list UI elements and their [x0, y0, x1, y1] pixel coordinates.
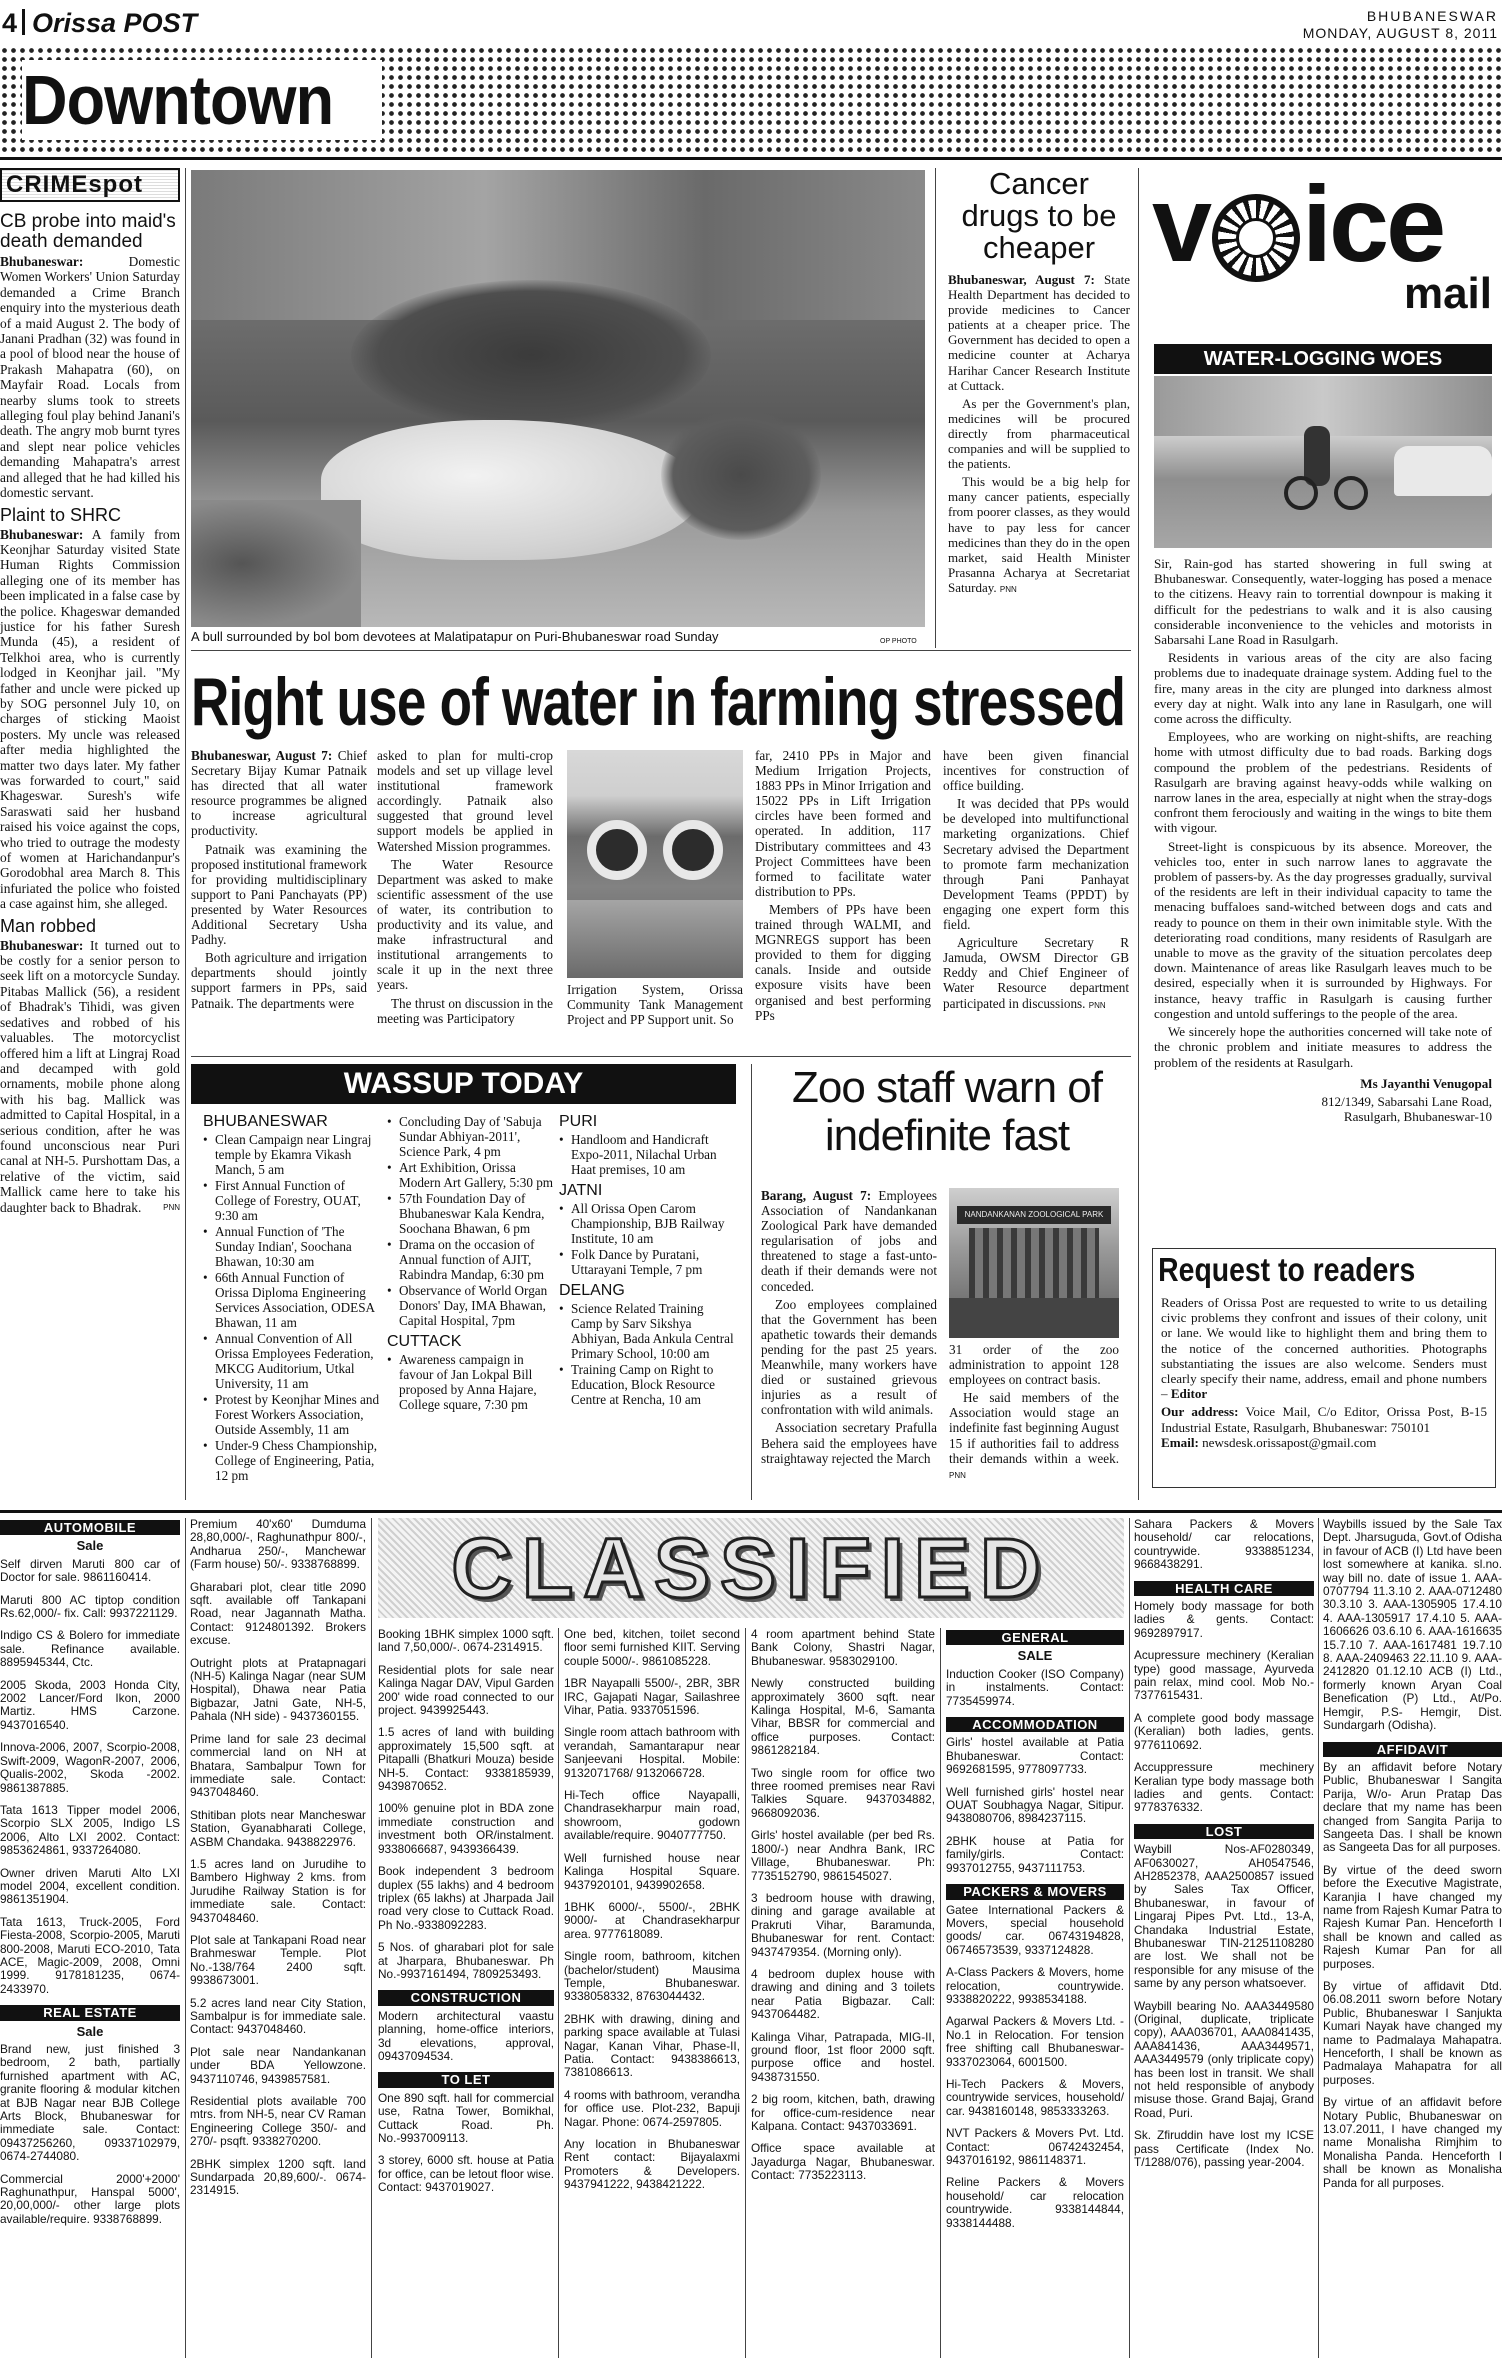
- cancer-story: [948, 168, 1130, 648]
- classified-ad: Waybill bearing No. AAA3449580 (Original, duplicate, triplicate copy), AAA036701, AAA0841435, AAA841436, AAA3449571, AAA3449579 (only triplicate copy) has been lost in transit. We shall not held responsible of anybody misuse those. Grand Bajaj, Grand Road, Puri.: [1134, 1998, 1314, 2120]
- crime-column: [0, 168, 180, 1500]
- classified-ad: Sk. Zfiruddin have lost my ICSE pass Certificate (Index No. T/1288/076), passing year-2004.: [1134, 2128, 1314, 2170]
- classified-ad: Maruti 800 AC tiptop condition Rs.62,000/- fix. Call: 9937221129.: [0, 1592, 180, 1621]
- heading-real-estate: REAL ESTATE: [0, 2005, 180, 2020]
- wassup-heading-jatni: JATNI: [559, 1182, 603, 1199]
- water-para: The Water Resource Department was asked to make scientific assessment of the use of water, its contribution to productivity and its value, and make infrastructural and institutional arrangements to scale it up in the next three years.: [377, 856, 553, 993]
- heading-sale: SALE: [1017, 1648, 1053, 1664]
- bull-shape: [321, 420, 701, 560]
- classified-ad: Office space available at Jayadurga Nagar, Bhubaneswar. Contact: 7735223113.: [751, 2141, 935, 2183]
- event-item: • First Annual Function of College of Forestry, OUAT, 9:30 am: [203, 1178, 381, 1223]
- zoo-credit: PNN: [949, 1470, 966, 1480]
- classified-ad: Induction Cooker (ISO Company) in instalments. Contact: 7735459974.: [946, 1666, 1124, 1708]
- crime-headline-3: Man robbed: [0, 915, 97, 936]
- event-item: • Clean Campaign near Lingraj temple by Ekamra Vikash Manch, 5 am: [203, 1132, 381, 1177]
- classified-ad: 2BHK house at Patia for family/girls. Contact: 9937012755, 9437111753.: [946, 1833, 1124, 1875]
- classified-ad: Gatee International Packers & Movers, special household goods/ car. 06743194828, 06746573539, 9337124828.: [946, 1902, 1124, 1957]
- crime-headline-2: Plaint to SHRC: [0, 504, 122, 525]
- water-para: have been given financial incentives for construction of office building.: [943, 748, 1129, 794]
- header-divider: [22, 9, 25, 35]
- classified-ad: Book independent 3 bedroom duplex (55 lakhs) and 4 bedroom triplex (65 lakhs) at Jharpada Jail road very close to Cuttack Road. Ph No.-9338092283.: [378, 1864, 554, 1932]
- classified-ad: Commercial 2000'+2000' Raghunathpur, Hanspal 5000', 20,00,000/- other large plots available/require. 9338768899.: [0, 2171, 180, 2226]
- classified-ad: Gharabari plot, clear title 2090 sqft. available off Tankapani Road, near Jagannath Matha. Contact: 9124801392. Brokers excuse.: [190, 1579, 366, 1648]
- request-title: Request to readers: [1158, 1251, 1416, 1288]
- classified-ad: 1.5 acres land on Jurudihe to Bambero Highway 2 kms. from Jurudihe Railway Station is for immediate sale. Contact: 9437048460.: [190, 1856, 366, 1925]
- col-rule: [1138, 168, 1139, 1500]
- classified-col-3: [378, 1628, 554, 2358]
- col-rule: [745, 1628, 746, 2358]
- voice-mail-box: [1144, 168, 1502, 1500]
- event-item: • Annual Convention of All Orissa Employees Federation, MKCG Auditorium, Utkal University, 11 am: [203, 1331, 381, 1391]
- heading-health-care: HEALTH CARE: [1134, 1581, 1314, 1596]
- heading-general: GENERAL: [946, 1630, 1124, 1645]
- voice-letter-address-1: 812/1349, Sabarsahi Lane Road,: [1321, 1093, 1492, 1109]
- classified-ad: 3 storey, 6000 sft. house at Patia for office, can be letout floor wise. Contact: 9437019027.: [378, 2153, 554, 2195]
- classified-ad: Brand new, just finished 3 bedroom, 2 bath, partially furnished apartment with AC, granite flooring & modular kitchen at BJB Nagar near BJB College Arts Block, Bhubaneswar for immediate sale. Contact: 09437256260, 09337102979, 0674-2744080.: [0, 2042, 180, 2164]
- classified-col-7: [1134, 1518, 1314, 2358]
- crime-dateline-3: Bhubaneswar:: [0, 937, 84, 953]
- water-col-4: [755, 748, 931, 1038]
- classified-ad: A complete good body massage (Keralian) both ladies, gents. 9776110692.: [1134, 1710, 1314, 1752]
- bull-photo-credit: OP PHOTO: [880, 638, 917, 645]
- classified-ad: Hi-Tech Packers & Movers, countrywide services, household/ car. 9438160148, 9853333263.: [946, 2076, 1124, 2118]
- zoo-gate-photo: [949, 1188, 1119, 1338]
- crime-credit: PNN: [163, 1202, 180, 1212]
- classified-ad: By virtue of an affidavit before Notary Public, Bhubaneswar on 13.07.2011, I have changed my name Monalisha Rimjhim to Monalisha Panda. Henceforth I shall be known as Monalisha Panda for all purposes.: [1323, 2095, 1502, 2190]
- classified-ad: Any location in Bhubaneswar Rent contact: Bijayalaxmi Promoters & Developers. 9437941222, 9438421222.: [564, 2137, 740, 2192]
- classified-col-2: [190, 1518, 366, 2358]
- page-number: 4: [2, 8, 18, 38]
- heading-affidavit: AFFIDAVIT: [1323, 1742, 1502, 1757]
- event-item: • Awareness campaign in favour of Jan Lokpal Bill proposed by Anna Hajare, College square, 7:30 pm: [387, 1352, 559, 1412]
- water-para: Patnaik was examining the proposed institutional framework for providing multidisciplinary support to Pani Panchayats (PP) presented by Water Resources Additional Secretary Usha Padhy.: [191, 841, 367, 948]
- event-item: • 57th Foundation Day of Bhubaneswar Kala Kendra, Soochana Bhawan, 6 pm: [387, 1191, 559, 1236]
- zoo-para: Zoo employees complained that the Government has been apathetic towards their demands pending for the past 25 years. Meanwhile, many workers have died or sustained grievous injuries as a result of confrontation with wild animals.: [761, 1296, 937, 1418]
- heading-lost: LOST: [1134, 1824, 1314, 1839]
- water-headline: Right use of water in farming stressed: [191, 664, 1126, 740]
- classified-ad: 1.5 acres of land with building approximately 15,500 sqft. at Pitapalli (Bhatkuri Mouza) beside NH-5. Contact: 9338185939, 9439870652.: [378, 1725, 554, 1794]
- classified-col-4: [564, 1628, 740, 2358]
- classified-ad: 2005 Skoda, 2003 Honda City, 2002 Lancer/Ford Ikon, 2000 Martiz. HMS Carzone. 9437016540.: [0, 1677, 180, 1732]
- classified-ad: A-Class Packers & Movers, home relocation, countrywide. 9338820222, 9938534188.: [946, 1965, 1124, 2006]
- classified-ad: Plot sale near Nandankanan under BDA Yellowzone. 9437110746, 9439857581.: [190, 2044, 366, 2086]
- classified-ad: Residential plots available 700 mtrs. from NH-5, near CV Raman Engineering College 350/- and 270/- psqft. 9338270200.: [190, 2094, 366, 2149]
- event-item: • All Orissa Open Carom Championship, BJB Railway Institute, 10 am: [559, 1201, 737, 1246]
- zoo-para: He said members of the Association would stage an indefinite fast beginning August 15 if authorities fail to address their demands within a week.: [949, 1390, 1119, 1466]
- classified-ad: Premium 40'x60' Dumduma 28,80,000/-, Raghunathpur 800/-, Andharua 250/-, Manchewar (Farm house) 50/-. 9338768899.: [190, 1518, 366, 1572]
- classified-ad: Newly constructed building approximately 3600 sqft. near Kalinga Hospital, M-6, Samanta Vihar, BBSR for commercial and office purposes. Contact: 9861282184.: [751, 1676, 935, 1758]
- classified-ad: Plot sale at Tankapani Road near Brahmeswar Temple. Plot No.-138/764 2400 sqft. 9938673001.: [190, 1932, 366, 1988]
- voice-letter-para: Residents in various areas of the city are also facing problems due to inadequate drainage system. Adding fuel to the fire, many areas in the city are plunged into darkness almost every day at night. Walk into any lane in Rasulgarh, one will come across the difficulty.: [1154, 650, 1492, 727]
- canal-photo: [567, 750, 743, 978]
- crime-story-2: A family from Keonjhar Saturday visited State Human Rights Commission alleging one of its member has been implicated in a false case by the police. Khageswar demanded justice for his father Suresh Munda (45), a resident of Telkhoi area, who is currently lodged in Keonjhar jail. "My father and uncle were picked up by SOG personnel July 10, on charges of sticking Maoist posters. My uncle was released after media highlighted the matter two days later. My father was forwarded to court," said Khageswar. Suresh's wife Saraswati said her husband raised his voice against the cops, who tried to outrage the modesty of women at Harichandanpur's Gorodobhal area March 8. This infuriated the police who foisted a case against him, she alleged.: [0, 526, 180, 912]
- classified-banner: [378, 1518, 1124, 1618]
- event-item: • Folk Dance by Puratani, Uttarayani Temple, 7 pm: [559, 1247, 737, 1277]
- event-item: • Handloom and Handicraft Expo-2011, Nilachal Urban Haat premises, 10 am: [559, 1132, 737, 1177]
- col-rule: [185, 1518, 186, 2358]
- event-item: • Art Exhibition, Orissa Modern Art Gallery, 5:30 pm: [387, 1160, 559, 1190]
- crime-dateline-2: Bhubaneswar:: [0, 526, 84, 542]
- rule: [191, 1056, 1131, 1057]
- header-rule: [0, 157, 1502, 160]
- section-title: Downtown: [22, 61, 334, 139]
- classified-ad: 4 rooms with bathroom, verandha for office use. Plot-232, Bapuji Nagar. Phone: 0674-2597805.: [564, 2087, 740, 2129]
- voice-letter-para: Street-light is conspicuous by its absence. Moreover, the vehicles too, enter in such narrow lanes to aggravate the problem of passers-by. As the day progresses gradually, survival of the residents are left in their individual capacity to tame the menacing buffaloes sand-witched between dogs and cats and ready to pounce on them in their own inimitable style. With the deteriorating road conditions, many residents of Rasulgarh are unable to move as the gravity of the situation percolates deep down. Maintenance of areas like Rasulgarh leaves much to be desired, especially when it is surrounded by Highways. For instance, heavy traffic in Rasulgarh is causing further congestion and untold sufferings to the people of the area.: [1154, 838, 1492, 1021]
- water-photo-caption: Irrigation System, Orissa Community Tank Management Project and PP Support unit. So: [567, 982, 743, 1028]
- crime-story-3: It turned out to be costly for a senior person to seek lift on a motorcycle Sunday. Pitabas Mallick (56), a resident of Bhadrak's Tihidi, was given sedatives and robbed of his valuables. The motorcyclist offered him a lift at Lingraj Road and decamped with gold ornaments, mobile phone along with his bag. Mallick was admitted to Capital Hospital, in a serious condition, after he was found unconscious near Puri canal at NH-5. Purshottam Das, a relative of the victim, said Mallick came here to take his daughter back to Bhadrak.: [0, 937, 180, 1215]
- waterlogging-photo: [1154, 376, 1492, 548]
- cancer-dateline: Bhubaneswar, August 7:: [948, 272, 1095, 287]
- classified-ad: 100% genuine plot in BDA zone immediate construction and investment both OR/instalment. 9338066687, 9439366439.: [378, 1801, 554, 1856]
- water-col-1: [191, 748, 367, 1038]
- heading-sale: Sale: [76, 2023, 104, 2039]
- water-para: Members of PPs have been trained through WALMI, and MGNREGS support has been provided to them for digging canals. Inside and outside exposure visits have been organised and best performing PPs: [755, 901, 931, 1023]
- request-para: Readers of Orissa Post are requested to write to us detailing civic problems they confront and issues of their colony, unit or lane. We would like to highlight them and bring them to the notice of the concerned authorities. Photographs substantiating the issues are also welcome. Senders must clearly specify their name, address, email and phone numbers –: [1161, 1295, 1487, 1402]
- heading-packers-movers: PACKERS & MOVERS: [946, 1884, 1124, 1899]
- wassup-box: [191, 1064, 741, 1502]
- crime-dateline-1: Bhubaneswar:: [0, 254, 84, 269]
- classified-ad: One bed, kitchen, toilet second floor semi furnished KIIT. Serving couple 5000/-. 9861085228.: [564, 1628, 740, 1668]
- col-rule: [371, 1518, 372, 2358]
- request-box: [1152, 1248, 1496, 1488]
- water-dateline: Bhubaneswar, August 7:: [191, 748, 333, 763]
- classified-ad: 1BR Nayapalli 5500/-, 2BR, 3BR IRC, Gajapati Nagar, Sailashree Vihar, Patia. 9337051596.: [564, 1676, 740, 1718]
- classified-ad: Indigo CS & Bolero for immediate sale. Refinance available. 8895945344, Ctc.: [0, 1628, 180, 1670]
- classified-ad: Waybill Nos-AF0280349, AF0630027, AH0547546, AH2852378, AAA2500857 issued by Sales Tax Officer, Bhubaneswar, in favour of Lingaraj Pipes Pvt. Ltd., 13-A, Chandaka Industrial Estate, Bhubaneswar TIN-21251108280 are lost. We shall not be responsible for any misuse of the same by any person whatsoever.: [1134, 1842, 1314, 1991]
- cancer-para-2: As per the Government's plan, medicines will be procured directly from pharmaceutical companies and will be supplied to the patients.: [948, 395, 1130, 472]
- voice-letter-para: Employees, who are working on night-shifts, are reaching home with utmost difficulty due to bad roads. Barking dogs compound the problem of the pedestrians. Residents of Rasulgarh are braving against heavy-odds while walking on narrow lanes in the area, especially at night when the stray-dogs confront them ferociously and waiting in the wings to bite them with vigour.: [1154, 729, 1492, 836]
- request-editor: Editor: [1170, 1386, 1208, 1402]
- col-rule: [558, 1628, 559, 2358]
- classified-ad: Agarwal Packers & Movers Ltd. - No.1 in Relocation. For tension free shifting call Bhubaneswar-9337023064, 6001500.: [946, 2014, 1124, 2069]
- water-para: The thrust on discussion in the meeting was Participatory: [377, 995, 553, 1026]
- classified-ad: 3 bedroom house with drawing, dining and garage available at Prakruti Vihar, Baramunda, Bhubaneswar for rent. Contact: 9437479354. (Morning only).: [751, 1890, 935, 1959]
- heading-automobile: AUTOMOBILE: [0, 1520, 180, 1535]
- classified-ad: Sahara Packers & Movers household/ car relocations, countrywide. 9338851234, 9668438291.: [1134, 1518, 1314, 1572]
- classified-ad: 4 bedroom duplex house with drawing and dining and 3 toilets near Patia Bigbazar. Call: 9437064482.: [751, 1966, 935, 2022]
- classified-ad: Innova-2006, 2007, Scorpio-2008, Swift-2009, WagonR-2007, 2006, Qualis-2002, Skoda -2002. 9861387885.: [0, 1740, 180, 1795]
- request-email: newsdesk.orissapost@gmail.com: [1202, 1434, 1377, 1450]
- col-rule: [185, 168, 186, 1500]
- zoo-dateline: Barang, August 7:: [761, 1188, 872, 1203]
- classified-ad: Well furnished house near Kalinga Hospital Square. 9437920101, 9439902658.: [564, 1850, 740, 1892]
- classified-ad: 4 room apartment behind State Bank Colony, Shastri Nagar, Bhubaneswar. 9583029100.: [751, 1628, 935, 1668]
- voice-letter-address-2: Rasulgarh, Bhubaneswar-10: [1343, 1109, 1492, 1125]
- zoo-para: Association secretary Prafulla Behera said the employees have straightaway rejected the March: [761, 1420, 937, 1466]
- heading-construction: CONSTRUCTION: [378, 1990, 554, 2005]
- water-para: Agriculture Secretary R Jamuda, OWSM Director GB Reddy and Chief Engineer of Water Resource department participated in discussions.: [943, 935, 1129, 1011]
- rule: [191, 650, 1131, 651]
- classified-ad: 2 big room, kitchen, bath, drawing for office-cum-residence near Kalpana. Contact: 9437033691.: [751, 2092, 935, 2133]
- water-col-5: [943, 748, 1129, 1038]
- voice-logo-v: v: [1152, 172, 1213, 284]
- classified-ad: Owner driven Maruti Alto LXI model 2004, excellent condition. 9861351904.: [0, 1865, 180, 1907]
- classified-col-1: [0, 1518, 180, 2358]
- classified-col-8: [1323, 1518, 1502, 2358]
- classified-ad: Sthitiban plots near Mancheswar Station, Gyanabharati College, ASBM Chandaka. 9438822976.: [190, 1807, 366, 1849]
- classified-ad: Hi-Tech office Nayapalli, Chandrasekharpur main road, showroom, godown available/require. 9040777750.: [564, 1788, 740, 1843]
- col-rule: [935, 168, 936, 648]
- col-rule: [940, 1628, 941, 2358]
- wassup-heading-cuttack: CUTTACK: [387, 1333, 462, 1350]
- classified-ad: By virtue of affidavit Dtd. 06.08.2011 sworn before Notary Public, Bhubaneswar I Sanjukta Kumari Nayak have changed my name to Padmalaya Mahapatra. Henceforth, I shall be known as Padmalaya Mahapatra for all purposes.: [1323, 1979, 1502, 2087]
- zoo-para: Employees Association of Nandankanan Zoological Park have demanded regularisation of jobs and threatened to stage a fast-unto-death if their demands were not conceded.: [761, 1188, 937, 1294]
- classified-ad: NVT Packers & Movers Pvt. Ltd. Contact: 06742432454, 9437016192, 9861148371.: [946, 2126, 1124, 2167]
- classified-ad: Kalinga Vihar, Patrapada, MIG-II, ground floor, 1st floor 2000 sqft. purpose office and hostel. 9438731550.: [751, 2029, 935, 2084]
- event-item: • Protest by Keonjhar Mines and Forest Workers Association, Outside Assembly, 11 am: [203, 1392, 381, 1437]
- zoo-gate-sign: NANDANKANAN ZOOLOGICAL PARK: [957, 1206, 1111, 1224]
- classified-ad: 2BHK with drawing, dining and parking space available at Tulasi Nagar, Kanan Vihar, Phase-II, Patia. Contact: 9438386613, 7381086613.: [564, 2011, 740, 2080]
- voice-letter-signature: Ms Jayanthi Venugopal: [1360, 1075, 1492, 1091]
- event-item: • Drama on the occasion of Annual function of AJIT, Rabindra Mandap, 6:30 pm: [387, 1237, 559, 1282]
- issue-date: MONDAY, AUGUST 8, 2011: [1302, 25, 1498, 41]
- classified-ad: Acupressure mechinery (Keralian type) good massage, Ayurveda pain relax, mind cool. Mob No.- 7377615431.: [1134, 1648, 1314, 1703]
- event-item: • Training Camp on Right to Education, Block Resource Centre at Rencha, 10 am: [559, 1362, 737, 1407]
- water-para: Both agriculture and irrigation departments should jointly support farmers in PPs, said Patnaik. The departments were: [191, 950, 367, 1011]
- voice-mail-logo: [1152, 172, 1498, 332]
- wassup-heading-bbsr: BHUBANESWAR: [203, 1114, 328, 1130]
- crime-spot-logo: CRIMEspot: [0, 168, 180, 202]
- classified-ad: Tata 1613, Truck-2005, Ford Fiesta-2008, Scorpio-2005, Maruti 800-2008, Maruti ECO-2010, Tata ACE, Magic-2009, 2008, Omni 1999. 9178181235, 0674-2433970.: [0, 1914, 180, 1996]
- zoo-para: 31 order of the zoo administration to appoint 128 employees on contract basis.: [949, 1342, 1119, 1388]
- classified-ad: Outright plots at Pratapnagari (NH-5) Kalinga Nagar (near SUM Hospital), Dhawa near Patia Bigbazar, Jatni Gate, NH-5, Pahala (NH side) - 9437360155.: [190, 1655, 366, 1724]
- classified-ad: Girls' hostel available at Patia Bhubaneswar. Contact: 9692681595, 9778097733.: [946, 1735, 1124, 1777]
- water-credit: PNN: [1088, 1000, 1106, 1010]
- wassup-title: WASSUP TODAY: [191, 1064, 736, 1104]
- paper-name: Orissa POST: [32, 8, 198, 38]
- voice-logo-mail: mail: [1403, 269, 1492, 318]
- wassup-heading-puri: PURI: [559, 1114, 598, 1130]
- section-title-box: [22, 60, 382, 140]
- classified-ad: By virtue of the deed sworn before the Executive Magistrate, Karanjia I have changed my name from Rajesh Kumar Patra to Rajesh Kumar Pan. Henceforth I shall be known and called as Rajesh Kumar Pan for all purposes.: [1323, 1862, 1502, 1971]
- water-col-2: [377, 748, 553, 1038]
- classified-ad: 5.2 acres land near City Station, Sambalpur is for immediate sale. Contact: 9437048460.: [190, 1995, 366, 2037]
- voice-mail-title: WATER-LOGGING WOES: [1154, 344, 1492, 374]
- request-address-label: Our address:: [1161, 1404, 1239, 1420]
- water-para: asked to plan for multi-crop models and set up village level institutional framework accordingly. Patnaik also suggested that ground level support models be applied in Watershed Mission programmes.: [377, 748, 553, 854]
- heading-to-let: TO LET: [378, 2072, 554, 2087]
- classified-rule: [0, 1510, 1502, 1513]
- classified-ad: Prime land for sale 23 decimal commercial land on NH at Bhatara, Sambalpur Town for immediate sale. Contact: 9437048460.: [190, 1731, 366, 1800]
- heading-sale: Sale: [76, 1538, 104, 1554]
- bull-photo-caption: A bull surrounded by bol bom devotees at Malatipatapur on Puri-Bhubaneswar road Sunday: [191, 629, 719, 644]
- classified-ad: Well furnished girls' hostel near OUAT Soubhagya Nagar, Sitipur. 9438080706, 8984237115.: [946, 1784, 1124, 1826]
- classified-ad: 2BHK simplex 1200 sqft. land Sundarpada 20,89,600/-. 0674-2314915.: [190, 2156, 366, 2198]
- crime-headline-1: CB probe into maid's death demanded: [0, 211, 176, 252]
- zoo-story: [761, 1064, 1133, 1502]
- water-para: far, 2410 PPs in Major and Medium Irrigation Projects, 1883 PPs in Minor Irrigation and 15022 PPs in Lift Irrigation circles have been formed and operated. In addition, 117 Distributary committees and 43 Project Committees have been formed to facilitate water distribution to PPs.: [755, 748, 931, 899]
- page-header: [0, 0, 1502, 44]
- classified-ad: Accuppressure mechinery Keralian type body massage both ladies and gents. Contact: 9778376332.: [1134, 1760, 1314, 1815]
- classified-ad: Homely body massage for both ladies & gents. Contact: 9692897917.: [1134, 1599, 1314, 1640]
- classified-ad: Single room attach bathroom with verandah, Samantarapur near Sanjeevani Hospital. Mobile: 9132071768/ 9132066728.: [564, 1725, 740, 1780]
- cancer-headline: Cancer drugs to be cheaper: [961, 168, 1117, 265]
- cancer-credit: PNN: [999, 584, 1017, 594]
- voice-letter-para: We sincerely hope the authorities concerned will take note of the chronic problem and initiate measures to address the problem of the residents at Rasulgarh.: [1154, 1024, 1492, 1070]
- city-label: BHUBANESWAR: [1366, 8, 1498, 24]
- classified-ad: Modern architectural vaastu planning, home-office interiors, 3d elevations, approval, 09437094534.: [378, 2008, 554, 2063]
- wassup-list-bbsr-1: [203, 1132, 381, 1483]
- event-item: • Science Related Training Camp by Sarv Sikshya Abhiyan, Bada Ankula Central Primary School, 10:00 am: [559, 1301, 737, 1361]
- voice-letter-para: Sir, Rain-god has started showering in full swing at Bhubaneswar. Consequently, water-logging has posed a menace to the citizens. Heavy rain to torrential downpour is making it difficult for the pedestrians to walk and it is also causing considerable inconvenience to the vehicles and motorists in Sabarsahi Lane Road in Rasulgarh.: [1154, 556, 1492, 648]
- classified-ad: 1BHK 6000/-, 5500/-, 2BHK 9000/- at Chandrasekharpur area. 9777618089.: [564, 1899, 740, 1941]
- classified-ad: Residential plots for sale near Kalinga Nagar DAV, Vipul Garden 200' wide road connected to our project. 9439925443.: [378, 1662, 554, 1718]
- classified-col-5: [751, 1628, 935, 2358]
- classified-banner-title: CLASSIFIED: [451, 1521, 1051, 1615]
- classified-ad: One 890 sqft. hall for commercial use, Ratna Tower, Bomikhal, Cuttack Road. Ph. No.-9937009113.: [378, 2090, 554, 2145]
- classified-ad: Reline Packers & Movers household/ car relocation countrywide. 9338144844, 9338144488.: [946, 2175, 1124, 2230]
- request-email-label: Email:: [1161, 1434, 1199, 1450]
- classified-ad: Self dirven Maruti 800 car of Doctor for sale. 9861160414.: [0, 1556, 180, 1585]
- water-headline-box: [191, 664, 1131, 744]
- classified-ad: By an affidavit before Notary Public, Bhubaneswar I Sangita Parija, W/o- Arun Pratap Das declare that my name has been changed from Sangita Parija to Sangeeta Das. I shall be known as Sangeeta Das for all purposes.: [1323, 1759, 1502, 1855]
- classified-ad: Booking 1BHK simplex 1000 sqft. land 7,50,000/-. 0674-2314915.: [378, 1628, 554, 1655]
- event-item: • Concluding Day of 'Sabuja Sundar Abhiyan-2011', Science Park, 4 pm: [387, 1114, 559, 1159]
- col-rule: [1318, 1518, 1319, 2358]
- crime-story-1: Domestic Women Workers' Union Saturday demanded a Crime Branch enquiry into the mysterious death of a maid August 2. The body of Janani Pradhan (32) was found in a pool of blood near the house of Prakash Mahapatra (60), on Mayfair Road. Locals from nearby slums took to streets alleging foul play behind Janani's death. The angry mob burnt tyres and slept near police vehicles demanding Mahapatra's arrest and alleged that he had killed his domestic servant.: [0, 254, 180, 501]
- zoo-headline: Zoo staff warn of indefinite fast: [792, 1064, 1102, 1160]
- cancer-para-3: This would be a big help for many cancer patients, especially from poorer classes, as they would have to pay less for cancer medicines than they do in the open market, said Health Minister Prasanna Acharya at Secretariat Saturday.: [948, 474, 1130, 595]
- wassup-list-bbsr-2: [387, 1114, 559, 1328]
- classified-col-6: [946, 1628, 1124, 2358]
- event-item: • Annual Function of 'The Sunday Indian', Soochana Bhawan, 10:30 am: [203, 1224, 381, 1269]
- classified-ad: Two single room for office two three roomed premises near Ravi Talkies Square. 9437034882, 9668092036.: [751, 1765, 935, 1820]
- voice-logo-ice: ice: [1302, 172, 1444, 284]
- classified-ad: Girls' hostel available (per bed Rs. 1800/-) near Andhra Bank, IRC Village, Bhubaneswar. Ph: 7735152790, 9861545027.: [751, 1828, 935, 1883]
- classified-ad: Tata 1613 Tipper model 2006, Scorpio SLX 2005, Indigo LS 2006, Alto LXI 2002. Contact: 9853624861, 9337264080.: [0, 1802, 180, 1858]
- water-para: It was decided that PPs would be developed into multifunctional marketing organizations. Chief Secretary advised the Department to promote farm mechanization through Pani Panhayat Development Teams (PPDT) by engaging one expert form this field.: [943, 796, 1129, 933]
- col-rule: [1129, 1518, 1130, 2358]
- col-rule: [751, 1064, 752, 1500]
- event-item: • 66th Annual Function of Orissa Diploma Engineering Services Association, ODESA Bhawan, 11 am: [203, 1270, 381, 1330]
- classified-ad: Single room, bathroom, kitchen (bachelor/student) Mausima Temple, Bhubaneswar. 9338058332, 8763044432.: [564, 1949, 740, 2004]
- classified-ad: 5 Nos. of gharabari plot for sale at Jharpara, Bhubaneswar. Ph No.-9937161494, 7809253493.: [378, 1940, 554, 1981]
- classified-ad: Waybills issued by the Sale Tax Dept. Jharsuguda, Govt.of Odisha in favour of ACB (I) Ltd have been lost somewhere at kanika. sl.no. way bill no. date of issue 1. AAA-0707794 11.3.10 2. AAA-0712480 30.3.10 3. AAA-1305905 17.4.10 4. AAA-1305917 17.4.10 5. AAA-1606626 03.6.10 6. AAA-1616635 15.7.10 7. AAA-1617481 19.7.10 8. AAA-2409463 22.11.10 9. AAA-2412820 01.12.10 ACB (I) Ltd., formerly known Aryan Coal Benefication (P) Ltd., At/Po. Hemgir, P.S- Hemgir, Dist. Sundargarh (Odisha).: [1323, 1518, 1502, 1733]
- event-item: • Observance of World Organ Donors' Day, IMA Bhawan, Capital Hospital, 7pm: [387, 1283, 559, 1328]
- event-item: • Under-9 Chess Championship, College of Engineering, Patia, 12 pm: [203, 1438, 381, 1483]
- request-address: Voice Mail, C/o Editor, Orissa Post, B-15 Industrial Estate, Rasulgarh, Bhubaneswar: 750101: [1161, 1404, 1487, 1435]
- wassup-heading-delang: DELANG: [559, 1282, 625, 1299]
- heading-accommodation: ACCOMMODATION: [946, 1717, 1124, 1732]
- bull-photo: [191, 170, 925, 627]
- cancer-para-1: State Health Department has decided to provide medicines to Cancer patients at a cheaper price. The Government has decided to open a medicine counter at Acharya Harihar Cancer Research Institute at Cuttack.: [948, 272, 1130, 393]
- water-para: Chief Secretary Bijay Kumar Patnaik has directed that all water resource programmes be aligned to increase agricultural productivity.: [191, 748, 367, 839]
